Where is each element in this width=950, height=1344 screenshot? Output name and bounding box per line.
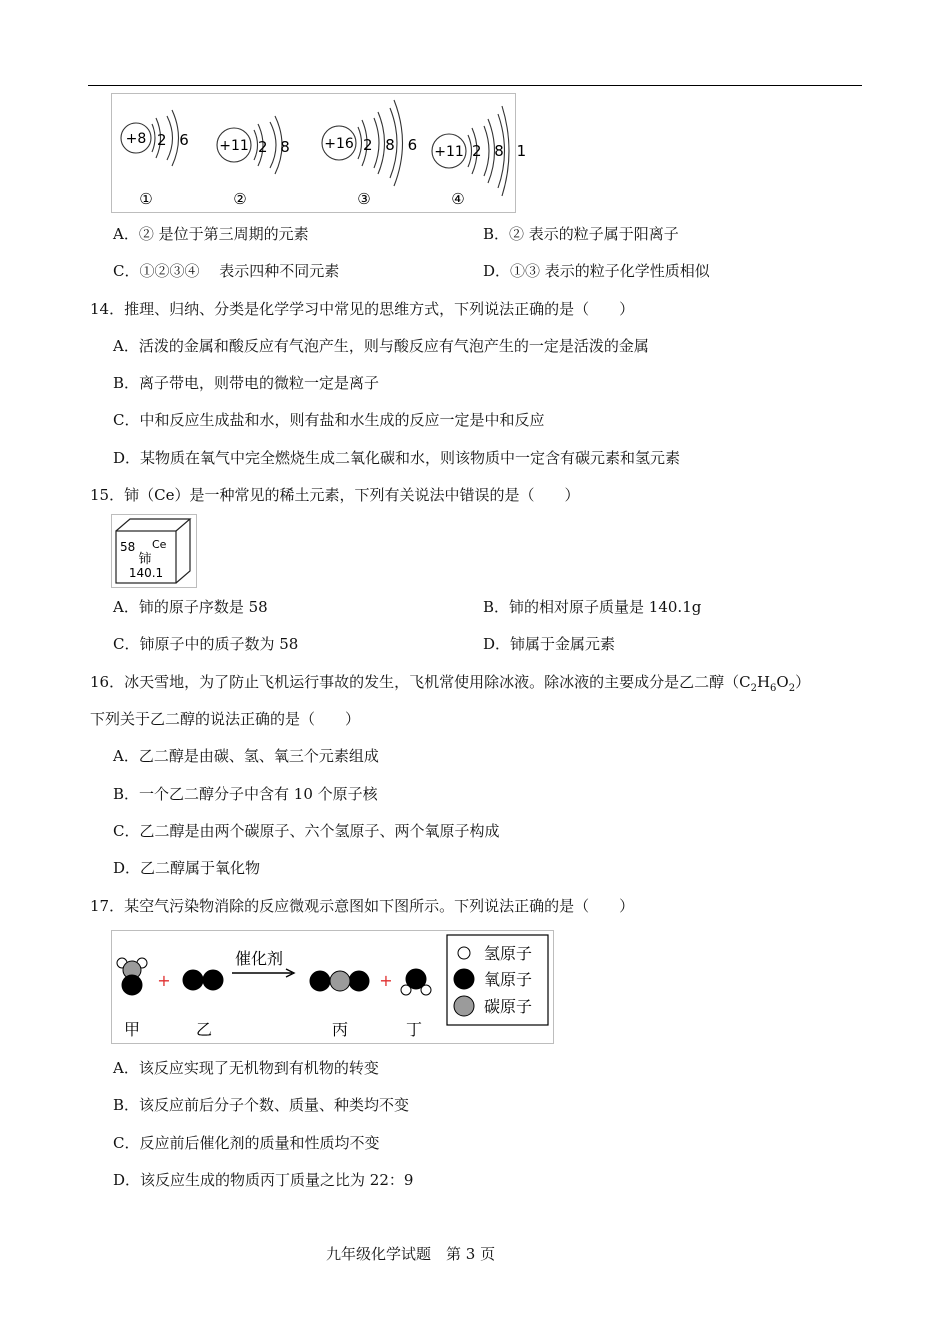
atom-3-label: ③ <box>357 190 371 208</box>
q16-stem-end: ） <box>795 673 811 691</box>
q14-option-c: C．中和反应生成盐和水，则有盐和水生成的反应一定是中和反应 <box>113 411 545 429</box>
q17-option-b: B．该反应前后分子个数、质量、种类均不变 <box>113 1096 410 1114</box>
molecule-bing <box>310 971 369 991</box>
reaction-arrow <box>232 969 294 977</box>
q14-option-b: B．离子带电，则带电的微粒一定是离子 <box>113 374 380 392</box>
q16-option-d: D．乙二醇属于氧化物 <box>113 859 261 877</box>
atom-3-nucleus: +16 <box>324 136 354 152</box>
q14-option-a: A．活泼的金属和酸反应有气泡产生，则与酸反应有气泡产生的一定是活泼的金属 <box>113 337 649 355</box>
q16-stem-text: 16．冰天雪地，为了防止飞机运行事故的发生，飞机常使用除冰液。除冰液的主要成分是乙二醇（C <box>90 673 751 691</box>
q15-stem: 15．铈（Ce）是一种常见的稀土元素，下列有关说法中错误的是（ ） <box>90 486 580 504</box>
q13-option-c: C．①②③④ 表示四种不同元素 <box>113 262 340 280</box>
q16-formula-sub-2: 6 <box>770 683 777 694</box>
page-footer: 九年级化学试题 第 3 页 <box>326 1245 496 1263</box>
q16-formula-sub-1: 2 <box>750 683 757 694</box>
q16-formula-sub-3: 2 <box>788 683 796 694</box>
label-jia: 甲 <box>123 1020 141 1039</box>
legend-carbon: 碳原子 <box>484 997 533 1016</box>
q14-option-d: D．某物质在氧气中完全燃烧生成二氧化碳和水，则该物质中一定含有碳元素和氢元素 <box>113 449 681 467</box>
cerium-symbol: Ce <box>152 538 167 551</box>
atom-4-label: ④ <box>451 190 465 208</box>
atom-2-nucleus: +11 <box>219 138 249 154</box>
atom-1-nucleus: +8 <box>125 131 147 147</box>
q15-option-b: B．铈的相对原子质量是 140.1g <box>483 598 702 616</box>
atom-2-label: ② <box>233 190 247 208</box>
label-bing: 丙 <box>331 1020 349 1039</box>
catalyst-label: 催化剂 <box>234 949 284 968</box>
q15-option-a: A．铈的原子序数是 58 <box>113 598 268 616</box>
q13-option-b: B．② 表示的粒子属于阳离子 <box>483 225 679 243</box>
molecule-ding <box>401 969 431 995</box>
header-rule <box>88 85 862 86</box>
plus-sign-1: + <box>157 971 171 990</box>
carbon-legend-icon <box>454 996 474 1016</box>
q16-option-b: B．一个乙二醇分子中含有 10 个原子核 <box>113 785 378 803</box>
q16-stem-line1 <box>90 672 810 695</box>
q16-option-c: C．乙二醇是由两个碳原子、六个氢原子、两个氧原子构成 <box>113 822 500 840</box>
q15-option-d: D．铈属于金属元素 <box>483 635 616 653</box>
q13-option-d: D．①③ 表示的粒子化学性质相似 <box>483 262 710 280</box>
label-ding: 丁 <box>405 1020 423 1039</box>
atom-3-shells: 2 8 6 <box>363 136 422 154</box>
plus-sign-2: + <box>379 971 393 990</box>
atom-1-label: ① <box>139 190 153 208</box>
atom-2-shells: 2 8 <box>258 138 294 156</box>
atom-structure-figure <box>111 93 531 213</box>
atom-4-nucleus: +11 <box>434 144 464 160</box>
q17-option-d: D．该反应生成的物质丙丁质量之比为 22：9 <box>113 1171 414 1189</box>
label-yi: 乙 <box>195 1020 213 1039</box>
legend-oxygen: 氧原子 <box>484 970 533 989</box>
q17-stem: 17．某空气污染物消除的反应微观示意图如下图所示。下列说法正确的是（ ） <box>90 897 635 915</box>
cerium-element-card <box>111 514 197 588</box>
q14-stem: 14．推理、归纳、分类是化学学习中常见的思维方式，下列说法正确的是（ ） <box>90 300 635 318</box>
q16-formula-o: O <box>776 673 789 691</box>
q16-stem-line2: 下列关于乙二醇的说法正确的是（ ） <box>90 710 361 728</box>
cerium-mass: 140.1 <box>128 566 164 580</box>
legend-hydrogen: 氢原子 <box>484 944 533 963</box>
cerium-number: 58 <box>120 540 136 554</box>
q13-option-a: A．② 是位于第三周期的元素 <box>113 225 309 243</box>
hydrogen-legend-icon <box>458 947 470 959</box>
q16-option-a: A．乙二醇是由碳、氢、氧三个元素组成 <box>113 747 379 765</box>
atom-1-shells: 2 6 <box>157 131 193 149</box>
atom-4-shells: 2 8 1 <box>472 142 531 160</box>
oxygen-legend-icon <box>454 969 474 989</box>
molecule-yi <box>183 970 223 990</box>
q17-option-c: C．反应前后催化剂的质量和性质均不变 <box>113 1134 380 1152</box>
reaction-diagram <box>111 930 554 1044</box>
cerium-name: 铈 <box>138 552 152 567</box>
q15-option-c: C．铈原子中的质子数为 58 <box>113 635 299 653</box>
molecule-jia <box>117 958 147 995</box>
q16-formula-h: H <box>756 673 771 691</box>
q17-option-a: A．该反应实现了无机物到有机物的转变 <box>113 1059 379 1077</box>
